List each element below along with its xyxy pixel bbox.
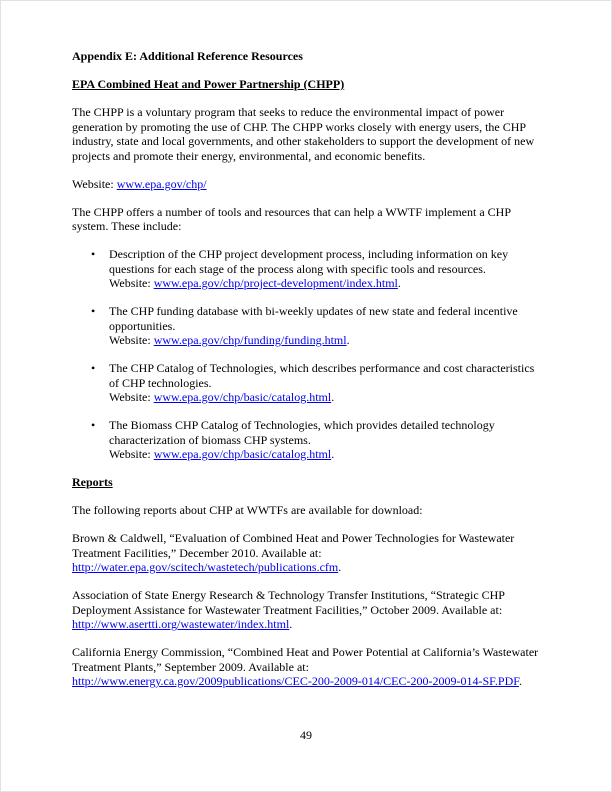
- bullet-text: The CHP Catalog of Technologies, which describes performance and cost characteristics of CHP technologies.: [109, 361, 538, 390]
- epa-section-heading: EPA Combined Heat and Power Partnership (CHPP): [72, 77, 345, 91]
- list-item: [72, 304, 542, 348]
- link-chp-catalog[interactable]: www.epa.gov/chp/basic/catalog.html: [153, 390, 332, 404]
- link-suffix: .: [289, 617, 293, 631]
- link-suffix: .: [397, 276, 401, 290]
- link-suffix: .: [518, 674, 522, 688]
- report-entry: [72, 588, 542, 632]
- tools-intro-paragraph: The CHPP offers a number of tools and resources that can help a WWTF implement a CHP system. These include:: [72, 204, 514, 233]
- list-item: [72, 361, 542, 405]
- report-citation: Association of State Energy Research & Technology Transfer Institutions, “Strategic CHP Deployment Assistance for Wastewater Treatment Facilities,” October 2009. Available at:: [72, 588, 508, 617]
- report-citation: Brown & Caldwell, “Evaluation of Combined Heat and Power Technologies for Wastewater Treatment Facilities,” December 2010. Available at:: [72, 531, 518, 560]
- link-suffix: .: [338, 560, 342, 574]
- link-asertti-report[interactable]: http://www.asertti.org/wastewater/index.html: [72, 617, 290, 631]
- bullet-text: The Biomass CHP Catalog of Technologies, which provides detailed technology characterization of biomass CHP systems.: [109, 418, 498, 447]
- bullet-body: [109, 361, 542, 405]
- link-epa-chp[interactable]: www.epa.gov/chp/: [116, 176, 207, 191]
- link-suffix: .: [331, 390, 335, 404]
- bullet-text: The CHP funding database with bi-weekly updates of new state and federal incentive opportunities.: [109, 304, 521, 333]
- link-suffix: .: [346, 333, 350, 347]
- list-item: [72, 418, 542, 462]
- list-item: [72, 247, 542, 291]
- epa-intro-paragraph: The CHPP is a voluntary program that seeks to reduce the environmental impact of power generation by promoting the use of CHP. The CHPP works closely with energy users, the CHP industry, state and local governments, and other stakeholders to support the development of new projects and promote their energy, environmental, and economic benefits.: [72, 105, 538, 163]
- bullet-icon: •: [91, 361, 96, 375]
- epa-website-line: [72, 177, 542, 192]
- report-entry: [72, 531, 542, 575]
- website-label: Website:: [72, 176, 117, 191]
- bullet-text: Description of the CHP project development process, including information on key questions for each stage of the process along with specific tools and resources.: [109, 247, 512, 276]
- website-label: Website:: [109, 447, 154, 461]
- bullet-body: [109, 304, 542, 348]
- appendix-title: Appendix E: Additional Reference Resources: [72, 49, 303, 63]
- report-citation: California Energy Commission, “Combined Heat and Power Potential at California’s Wastewater Treatment Plants,” September 2009. Available at:: [72, 645, 541, 674]
- website-label: Website:: [109, 333, 154, 347]
- link-brown-caldwell-report[interactable]: http://water.epa.gov/scitech/wastetech/publications.cfm: [72, 560, 339, 574]
- link-project-development[interactable]: www.epa.gov/chp/project-development/index.html: [153, 276, 398, 290]
- page-number: 49: [300, 728, 312, 742]
- link-funding-database[interactable]: www.epa.gov/chp/funding/funding.html: [153, 333, 347, 347]
- bullet-body: [109, 247, 542, 291]
- link-suffix: .: [331, 447, 335, 461]
- page-content: [72, 49, 542, 702]
- bullet-icon: •: [91, 304, 96, 318]
- bullet-icon: •: [91, 247, 96, 261]
- bullet-icon: •: [91, 418, 96, 432]
- reports-section-heading: Reports: [72, 475, 113, 489]
- reports-intro-paragraph: The following reports about CHP at WWTFs are available for download:: [72, 503, 423, 517]
- bullet-body: [109, 418, 542, 462]
- website-label: Website:: [109, 276, 154, 290]
- link-biomass-catalog[interactable]: www.epa.gov/chp/basic/catalog.html: [153, 447, 332, 461]
- link-cec-report[interactable]: http://www.energy.ca.gov/2009publications/CEC-200-2009-014/CEC-200-2009-014-SF.PDF: [72, 674, 519, 688]
- website-label: Website:: [109, 390, 154, 404]
- report-entry: [72, 645, 542, 689]
